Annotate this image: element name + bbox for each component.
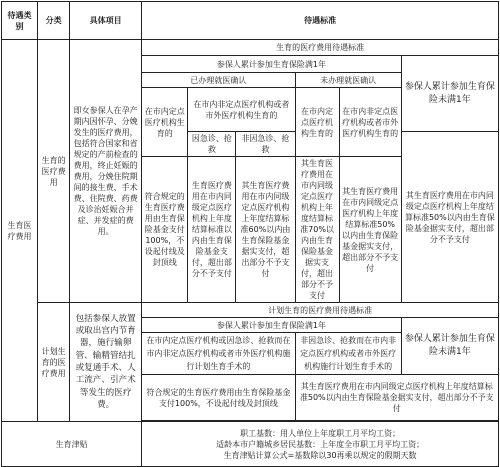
- planned-accum-title: 参保人累计参加生育保险满1年: [142, 318, 401, 333]
- header-items: 具体项目: [70, 2, 142, 40]
- allowance-line-3: 生育津贴计算公式=基数除以30再乘以规定的假期天数: [223, 450, 417, 460]
- medical-category: 生育医疗费用: [2, 40, 38, 422]
- reg-non-emergency: 非因急诊、抢救: [236, 132, 295, 157]
- reg-emergency: 因急诊、抢救: [188, 132, 236, 157]
- benefits-table: [1, 1, 499, 467]
- header-category: 分类: [38, 2, 70, 40]
- unreg-designated-text: 其生育医疗费用在市内同级定点医疗机构上年度结算标准70%以内由生育保险基金据实支付，超出部分不予支付: [295, 157, 339, 303]
- allowance-line-1: 职工基数：用人单位上年度职工月平均工资；: [240, 428, 401, 438]
- not-accum-text: 其生育医疗费用在市内同级定点医疗机构上年度结算标准50%以内由生育保险基金据实支付，超出部分不予支付: [401, 132, 498, 303]
- unreg-designated: 在市内定点医疗机构生育的: [295, 88, 339, 157]
- medical-unregistered: 未办理就医确认: [295, 73, 401, 88]
- reg-emergency-text: 生育医疗费用在市内同级定点医疗机构上年度结算标准以内由生育保险基金支付，超出部分不予支付: [188, 157, 236, 303]
- medical-subcategory: 生育的医疗费用: [38, 40, 70, 303]
- planned-not-accum: 参保人累计参加生育保险未满1年: [401, 318, 498, 375]
- medical-not-accum: 参保人累计参加生育保险未满1年: [401, 56, 498, 132]
- planned-text-a: 符合规定的生育医疗费用由生育保险基金支付100%，不设起付线及封顶线: [142, 375, 295, 421]
- planned-col-b: 非因急诊、抢救而在市内非定点医疗机构或者市外医疗机构施行计划生育手术的: [295, 333, 401, 375]
- medical-registered: 已办理就医确认: [142, 73, 295, 88]
- unreg-nondesignated-text: 其生育医疗费用在市内同级定点医疗机构上年度结算标准50%以内由生育保险基金据实支付，超出部分不予支付: [339, 157, 401, 303]
- header-row: [2, 2, 499, 40]
- planned-subcategory: 计划生育的医疗费用: [38, 303, 70, 422]
- reg-non-emergency-text: 其生育医疗费用在市内同级定点医疗机构上年度结算标准60%以内由生育保险基金据实支付，超出部分不予支付: [236, 157, 295, 303]
- reg-designated: 在市内定点医疗机构生育的: [142, 88, 188, 157]
- unreg-nondesignated: 在市内非定点医疗机构或者市外医疗机构生育的: [339, 88, 401, 157]
- header-standard: 待遇标准: [142, 2, 499, 40]
- planned-text-b: 其生育医疗费用在市内同级定点医疗机构上年度结算标准50%以内由生育保险基金据实支付，超出部分不予支付: [295, 375, 499, 421]
- allowance-detail: [142, 422, 499, 467]
- reg-designated-text: 符合规定的生育医疗费用由生育保险基金支付100%，不设起付线及封顶线: [142, 157, 188, 303]
- medical-description: 即女参保人在孕产期内因怀孕、分娩发生的医疗费用，包括符合国家和省规定的产前检查的费用，终止妊娠的费用，分娩住院期间的接生费、手术费、住院费、药费及诊治妊娠合并症、并发症的费用。: [70, 40, 142, 303]
- planned-standard-title: 计划生育的医疗费用待遇标准: [142, 303, 499, 318]
- planned-col-a: 在市内定点医疗机构或因急诊、抢救而在市内非定点医疗机构或者市外医疗机构施行计划生育手术的: [142, 333, 295, 375]
- allowance-category: 生育津贴: [2, 422, 142, 467]
- medical-standard-title: 生育的医疗费用待遇标准: [142, 40, 499, 56]
- planned-description: 包括参保人放置或取出宫内节育器，施行输卵管、输精管结扎或复通手术、人工流产、引产术等发生的医疗费。: [70, 303, 142, 422]
- reg-nondesignated: 在市内非定点医疗机构或者市外医疗机构生育的: [188, 88, 295, 132]
- header-benefit-type: 待遇类别: [2, 2, 38, 40]
- allowance-line-2: 适龄本市户籍城乡居民基数：上年度全市职工月平均工资；: [216, 439, 425, 449]
- medical-accum-title: 参保人累计参加生育保险满1年: [142, 56, 401, 73]
